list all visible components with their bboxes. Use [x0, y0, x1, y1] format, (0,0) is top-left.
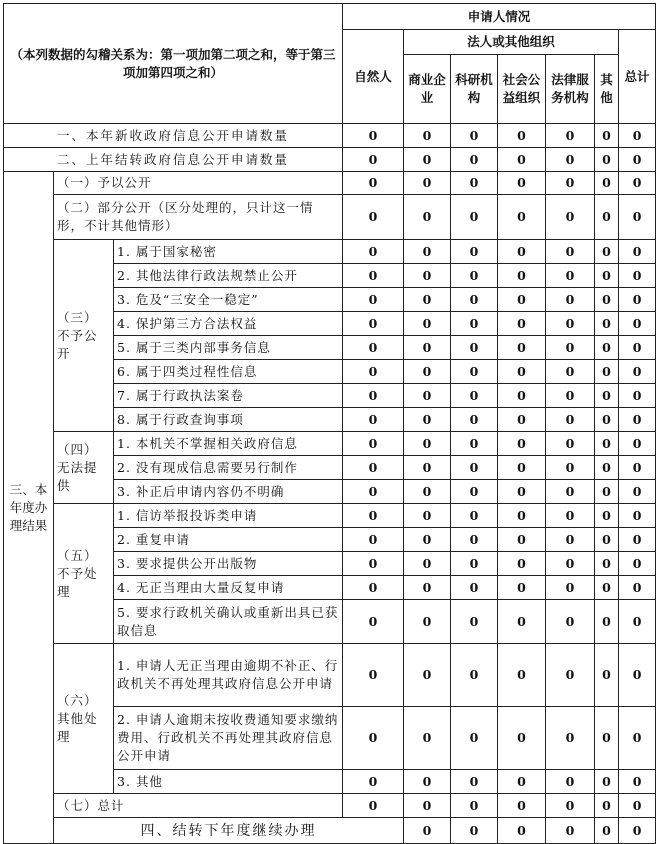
cell-value: 0 [619, 480, 656, 504]
cell-value: 0 [498, 480, 546, 504]
row-label: 2. 其他法律行政法规禁止公开 [114, 264, 343, 288]
cell-value: 0 [619, 195, 656, 240]
cell-value: 0 [546, 384, 595, 408]
cell-value: 0 [546, 148, 595, 172]
cell-value: 0 [595, 600, 619, 644]
cell-value: 0 [595, 408, 619, 432]
cell-value: 0 [498, 288, 546, 312]
row-label: 3. 补正后申请内容仍不明确 [114, 480, 343, 504]
cell-value: 0 [595, 528, 619, 552]
cell-value: 0 [451, 336, 498, 360]
cell-value: 0 [595, 288, 619, 312]
cell-value: 0 [451, 384, 498, 408]
cell-value: 0 [451, 794, 498, 818]
header-research: 科研机构 [451, 55, 498, 124]
row-label: （一）予以公开 [54, 172, 343, 195]
cell-value: 0 [619, 576, 656, 600]
cell-value: 0 [546, 456, 595, 480]
table-row [4, 432, 656, 456]
cell-value: 0 [546, 794, 595, 818]
cell-value: 0 [619, 124, 656, 148]
cell-value: 0 [619, 707, 656, 770]
table-row [4, 124, 656, 148]
cell-value: 0 [498, 528, 546, 552]
cell-value: 0 [451, 707, 498, 770]
cell-value: 0 [404, 576, 451, 600]
cell-value: 0 [595, 312, 619, 336]
cell-value: 0 [343, 644, 404, 707]
cell-value: 0 [498, 644, 546, 707]
cell-value: 0 [619, 360, 656, 384]
cell-value: 0 [619, 552, 656, 576]
cell-value: 0 [595, 576, 619, 600]
cell-value: 0 [451, 312, 498, 336]
cell-value: 0 [595, 456, 619, 480]
cell-value: 0 [595, 124, 619, 148]
cell-value: 0 [343, 240, 404, 264]
row-label: 一、本年新收政府信息公开申请数量 [4, 124, 343, 148]
cell-value: 0 [404, 240, 451, 264]
cell-value: 0 [546, 408, 595, 432]
cell-value: 0 [498, 408, 546, 432]
cell-value: 0 [498, 707, 546, 770]
cell-value: 0 [595, 148, 619, 172]
header-total: 总计 [619, 30, 656, 124]
row-label: 四、结转下年度继续办理 [54, 818, 404, 844]
cell-value: 0 [404, 195, 451, 240]
cell-value: 0 [451, 528, 498, 552]
header-commercial: 商业企业 [404, 55, 451, 124]
row-label: 8. 属于行政查询事项 [114, 408, 343, 432]
cell-value: 0 [546, 172, 595, 195]
cell-value: 0 [404, 480, 451, 504]
header-applicant: 申请人情况 [343, 4, 656, 30]
cell-value: 0 [498, 195, 546, 240]
cell-value: 0 [498, 552, 546, 576]
cell-value: 0 [595, 384, 619, 408]
cell-value: 0 [343, 148, 404, 172]
cell-value: 0 [546, 576, 595, 600]
cell-value: 0 [451, 240, 498, 264]
cell-value: 0 [546, 195, 595, 240]
cell-value: 0 [595, 504, 619, 528]
cell-value: 0 [546, 770, 595, 794]
cell-value: 0 [343, 124, 404, 148]
cell-value: 0 [619, 408, 656, 432]
row-label: （二）部分公开（区分处理的，只计这一情形，不计其他情形） [54, 195, 343, 240]
header-note: （本列数据的勾稽关系为：第一项加第二项之和，等于第三项加第四项之和） [4, 4, 343, 124]
cell-value: 0 [619, 336, 656, 360]
cell-value: 0 [619, 148, 656, 172]
cell-value: 0 [546, 600, 595, 644]
cell-value: 0 [451, 172, 498, 195]
cell-value: 0 [595, 172, 619, 195]
table-row [4, 818, 656, 844]
cell-value: 0 [498, 770, 546, 794]
table-row [4, 195, 656, 240]
cell-value: 0 [595, 264, 619, 288]
cell-value: 0 [498, 124, 546, 148]
cell-value: 0 [498, 312, 546, 336]
cell-value: 0 [498, 336, 546, 360]
row-label: 1. 本机关不掌握相关政府信息 [114, 432, 343, 456]
cell-value: 0 [343, 600, 404, 644]
cell-value: 0 [498, 576, 546, 600]
header-natural-person: 自然人 [343, 30, 404, 124]
cell-value: 0 [619, 312, 656, 336]
cell-value: 0 [404, 264, 451, 288]
cell-value: 0 [498, 264, 546, 288]
cell-value: 0 [498, 384, 546, 408]
cell-value: 0 [546, 480, 595, 504]
cell-value: 0 [343, 408, 404, 432]
cell-value: 0 [343, 794, 404, 818]
row-label: 5. 属于三类内部事务信息 [114, 336, 343, 360]
cell-value: 0 [498, 456, 546, 480]
cell-value: 0 [619, 432, 656, 456]
header-legal-service: 法律服务机构 [546, 55, 595, 124]
cell-value: 0 [595, 480, 619, 504]
cell-value: 0 [498, 818, 546, 844]
cell-value: 0 [619, 504, 656, 528]
cell-value: 0 [404, 770, 451, 794]
cell-value: 0 [619, 528, 656, 552]
cell-value: 0 [546, 288, 595, 312]
section-three-label: 三、本年度办理结果 [4, 172, 54, 844]
cell-value: 0 [498, 172, 546, 195]
cell-value: 0 [343, 360, 404, 384]
cell-value: 0 [404, 600, 451, 644]
cell-value: 0 [595, 644, 619, 707]
cell-value: 0 [546, 504, 595, 528]
cell-value: 0 [404, 336, 451, 360]
cell-value: 0 [498, 240, 546, 264]
cell-value: 0 [546, 644, 595, 707]
table-row [4, 504, 656, 528]
table-row [4, 794, 656, 818]
row-label: 3. 要求提供公开出版物 [114, 552, 343, 576]
cell-value: 0 [451, 264, 498, 288]
row-label: 4. 保护第三方合法权益 [114, 312, 343, 336]
cell-value: 0 [343, 480, 404, 504]
cell-value: 0 [451, 576, 498, 600]
cell-value: 0 [343, 288, 404, 312]
cell-value: 0 [451, 360, 498, 384]
cell-value: 0 [451, 504, 498, 528]
cell-value: 0 [451, 408, 498, 432]
cell-value: 0 [498, 432, 546, 456]
cell-value: 0 [595, 707, 619, 770]
cell-value: 0 [404, 552, 451, 576]
cell-value: 0 [546, 312, 595, 336]
cell-value: 0 [451, 456, 498, 480]
cell-value: 0 [546, 528, 595, 552]
cell-value: 0 [619, 384, 656, 408]
cell-value: 0 [595, 240, 619, 264]
cell-value: 0 [546, 336, 595, 360]
cell-value: 0 [404, 456, 451, 480]
cell-value: 0 [451, 480, 498, 504]
row-label: 2. 重复申请 [114, 528, 343, 552]
cell-value: 0 [595, 552, 619, 576]
cell-value: 0 [451, 552, 498, 576]
cell-value: 0 [404, 818, 451, 844]
cell-value: 0 [498, 600, 546, 644]
row-label: 2. 没有现成信息需要另行制作 [114, 456, 343, 480]
table-row [4, 172, 656, 195]
cell-value: 0 [404, 707, 451, 770]
cell-value: 0 [619, 794, 656, 818]
cell-value: 0 [343, 528, 404, 552]
cell-value: 0 [404, 172, 451, 195]
group-label-other-processing: （六）其他处理 [54, 644, 114, 794]
cell-value: 0 [595, 360, 619, 384]
cell-value: 0 [619, 264, 656, 288]
row-label: 1. 申请人无正当理由逾期不补正、行政机关不再处理其政府信息公开申请 [114, 644, 343, 707]
cell-value: 0 [404, 528, 451, 552]
cell-value: 0 [343, 552, 404, 576]
cell-value: 0 [595, 770, 619, 794]
group-label-not-disclose: （三）不予公开 [54, 240, 114, 432]
cell-value: 0 [595, 432, 619, 456]
cell-value: 0 [404, 644, 451, 707]
cell-value: 0 [343, 336, 404, 360]
cell-value: 0 [619, 456, 656, 480]
table-row [4, 148, 656, 172]
row-label: 3. 危及“三安全一稳定” [114, 288, 343, 312]
cell-value: 0 [451, 195, 498, 240]
row-label: 7. 属于行政执法案卷 [114, 384, 343, 408]
cell-value: 0 [595, 336, 619, 360]
row-label: （七）总计 [54, 794, 343, 818]
cell-value: 0 [498, 504, 546, 528]
table-row [4, 240, 656, 264]
cell-value: 0 [451, 288, 498, 312]
cell-value: 0 [343, 384, 404, 408]
statistics-table [3, 3, 656, 844]
cell-value: 0 [619, 240, 656, 264]
cell-value: 0 [451, 124, 498, 148]
cell-value: 0 [451, 770, 498, 794]
cell-value: 0 [546, 707, 595, 770]
cell-value: 0 [404, 384, 451, 408]
cell-value: 0 [451, 600, 498, 644]
group-label-cannot-provide: （四）无法提供 [54, 432, 114, 504]
cell-value: 0 [343, 312, 404, 336]
cell-value: 0 [451, 432, 498, 456]
cell-value: 0 [404, 288, 451, 312]
row-label: 4. 无正当理由大量反复申请 [114, 576, 343, 600]
cell-value: 0 [451, 644, 498, 707]
cell-value: 0 [546, 552, 595, 576]
cell-value: 0 [404, 432, 451, 456]
cell-value: 0 [343, 456, 404, 480]
cell-value: 0 [404, 794, 451, 818]
cell-value: 0 [451, 818, 498, 844]
cell-value: 0 [546, 264, 595, 288]
cell-value: 0 [404, 504, 451, 528]
cell-value: 0 [343, 432, 404, 456]
header-other: 其他 [595, 55, 619, 124]
cell-value: 0 [498, 794, 546, 818]
cell-value: 0 [595, 794, 619, 818]
cell-value: 0 [619, 818, 656, 844]
group-label-not-processed: （五）不予处理 [54, 504, 114, 644]
cell-value: 0 [404, 408, 451, 432]
cell-value: 0 [595, 818, 619, 844]
row-label: 2. 申请人逾期未按收费通知要求缴纳费用、行政机关不再处理其政府信息公开申请 [114, 707, 343, 770]
cell-value: 0 [595, 195, 619, 240]
cell-value: 0 [343, 504, 404, 528]
cell-value: 0 [451, 148, 498, 172]
row-label: 5. 要求行政机关确认或重新出具已获取信息 [114, 600, 343, 644]
cell-value: 0 [619, 288, 656, 312]
cell-value: 0 [343, 770, 404, 794]
cell-value: 0 [619, 600, 656, 644]
row-label: 二、上年结转政府信息公开申请数量 [4, 148, 343, 172]
cell-value: 0 [404, 148, 451, 172]
row-label: 3. 其他 [114, 770, 343, 794]
cell-value: 0 [404, 312, 451, 336]
cell-value: 0 [546, 240, 595, 264]
cell-value: 0 [404, 360, 451, 384]
cell-value: 0 [498, 148, 546, 172]
header-social: 社会公益组织 [498, 55, 546, 124]
header-legal-group: 法人或其他组织 [404, 30, 619, 55]
table-row [4, 644, 656, 707]
row-label: 6. 属于四类过程性信息 [114, 360, 343, 384]
cell-value: 0 [546, 360, 595, 384]
cell-value: 0 [343, 195, 404, 240]
cell-value: 0 [343, 264, 404, 288]
cell-value: 0 [546, 818, 595, 844]
row-label: 1. 属于国家秘密 [114, 240, 343, 264]
cell-value: 0 [404, 124, 451, 148]
cell-value: 0 [343, 707, 404, 770]
row-label: 1. 信访举报投诉类申请 [114, 504, 343, 528]
cell-value: 0 [498, 360, 546, 384]
cell-value: 0 [619, 644, 656, 707]
cell-value: 0 [343, 172, 404, 195]
cell-value: 0 [546, 124, 595, 148]
cell-value: 0 [546, 432, 595, 456]
cell-value: 0 [619, 172, 656, 195]
cell-value: 0 [343, 576, 404, 600]
cell-value: 0 [619, 770, 656, 794]
